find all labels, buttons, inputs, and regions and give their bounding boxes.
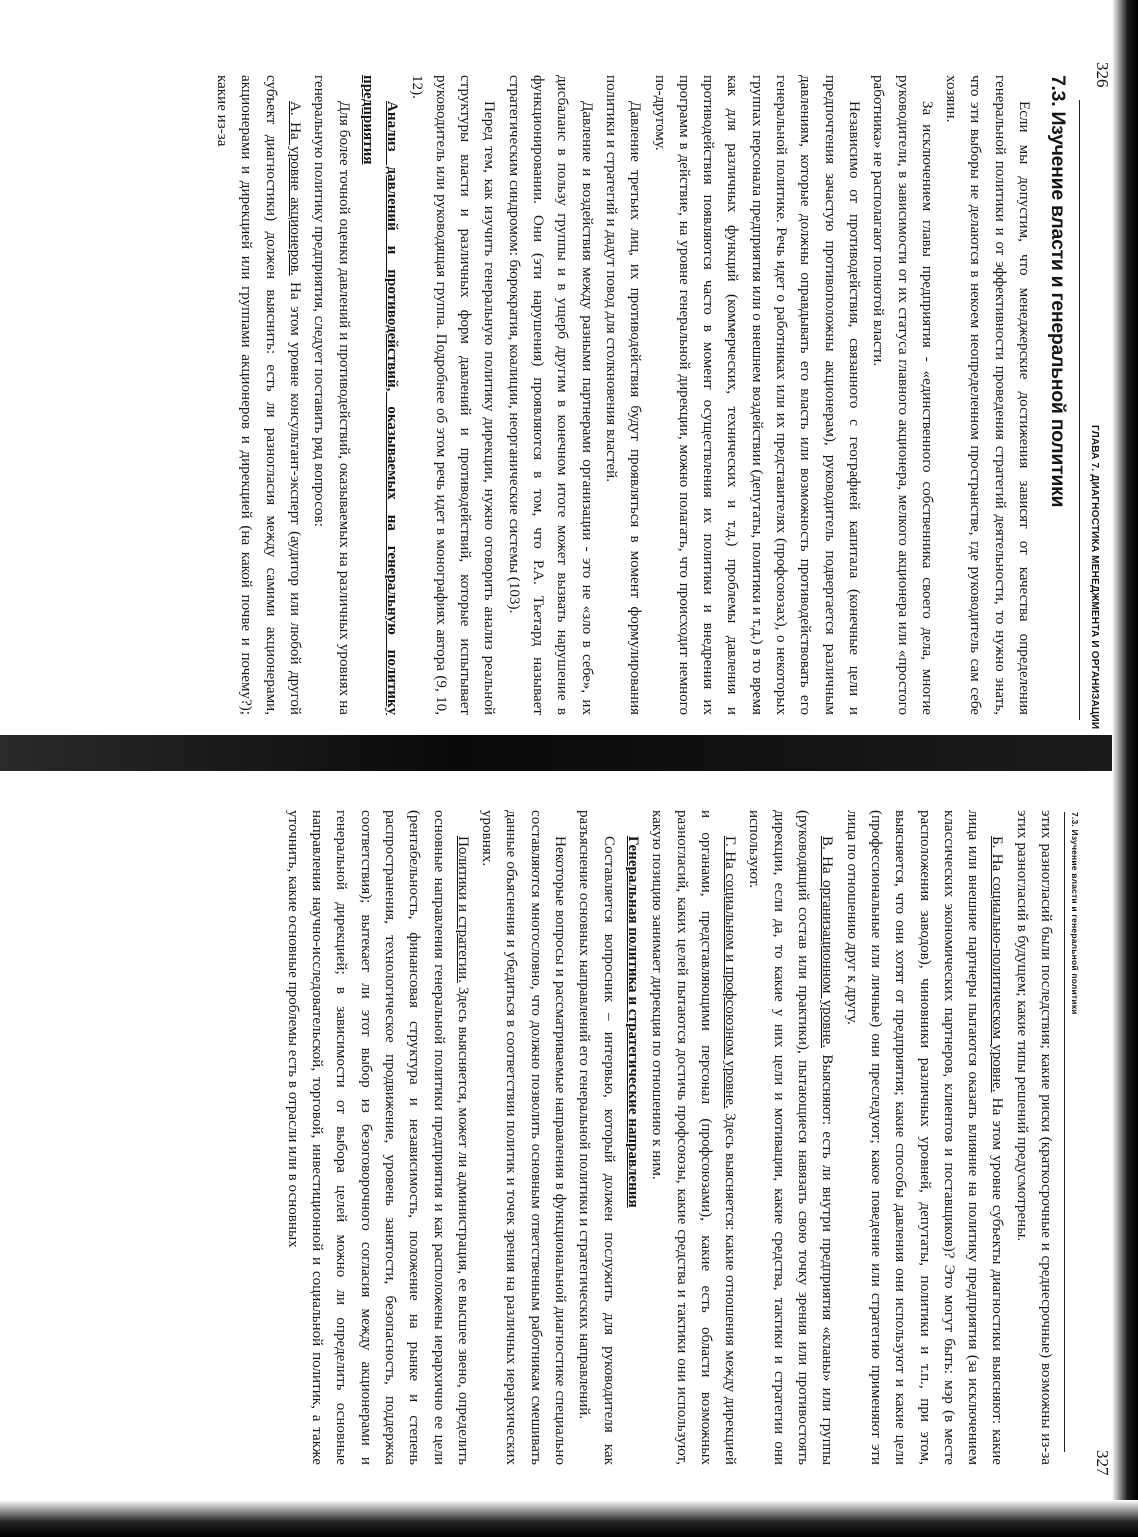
left-page-body — [210, 75, 1072, 715]
paragraph-item-v — [742, 810, 839, 1465]
paragraph: Составляется вопросник – интервью, который должен послужить для руководителя как разъяснение основных направлений его генеральной политики и стратегических направлений. — [576, 810, 617, 1465]
paragraph: За исключением главы предприятия - «единственного собственника своего дела, многие руководители, в зависимости от их статуса главного акционера, мелкого акционера или «простого работника» не располагают полнотой власти. — [870, 75, 935, 715]
item-v-label: В. На организационном уровне. — [819, 836, 836, 1049]
item-v-text: Выясняют: есть ли внутри предприятия «кланы» или группы (руководящий состав или практики), пытающиеся навязать свою точку зрения или противостоять дирекции, если да, то какие у них цели и мотивации, какие средства, тактики и стратегии они используют. — [746, 810, 836, 1465]
right-subheading: Генеральная политика и стратегические направления — [624, 836, 641, 1208]
left-page-number: 326 — [1093, 62, 1112, 88]
paragraph-continued: этих разногласий были последствия; какие риски (краткосрочные и среднесрочные) возможны из-за этих разногласий в будущем; какие типы решений предусмотрены. — [1013, 810, 1054, 1465]
page-edge-shadow-left — [0, 1500, 1138, 1537]
left-subheading: Анализ давлений и противодействий, оказываемых на генеральную политику предприятия — [359, 75, 401, 715]
left-running-head: ГЛАВА 7. ДИАГНОСТИКА МЕНЕДЖМЕНТА И ОРГАНИЗАЦИИ — [1089, 425, 1100, 730]
book-spine-shadow — [0, 735, 1138, 771]
item-policy-label: Политики и стратегии. — [454, 836, 471, 983]
paragraph: Для более точной оценки давлений и противодействий, оказываемых на различных уровнях на генеральную политику предприятия, следует поставить ряд вопросов: — [311, 75, 352, 715]
paragraph-item-b — [839, 810, 1009, 1465]
item-a-label: А. На уровне акционеров. — [287, 101, 304, 276]
paragraph: Если мы допустим, что менеджерские достижения зависят от качества определения генеральной политики и от эффективности проведения стратегий деятельности, то нужно знать, что эти выборы не делаются в некоем неопределенном пространстве, где руководитель сам себе хозяин. — [943, 75, 1032, 715]
paragraph: Давление третьих лиц, их противодействия будут проявляться в момент формулирования политики и стратегий и дадут повод для столкновения властей. — [602, 75, 644, 715]
right-page-body — [281, 810, 1059, 1465]
right-text-block — [281, 810, 1059, 1465]
paragraph: Давление и воздействия между разными партнерами организации - это не «зло в себе», их дисбаланс в пользу группы и в ущерб другим в конечном итоге может вызвать нарушение в функционировании. Они (эти нарушения) проявляются в том, что Р.А. Тьетард называет стратегическим синдромом: бюрократия, коалиции, неорганические системы (103). — [505, 75, 595, 715]
right-head-rule — [1064, 812, 1065, 1452]
item-b-text: На этом уровне субъекты диагностики выясняют: какие лица или внешние партнеры пытаются оказать влияние на политику предприятия (за исключением классических экономических партнеров, клиентов и поставщиков)? Это могут быть: мэр (в месте расположения заводов), чиновники различных уровней, депутаты, политики и т.п., при этом, выясняется, что они хотят от предприятия; какие способы давления они используют и какие цели (профессиональные или личные) они преследуют; какое поведение или стратегию применяют эти лица по отношению друг к другу. — [843, 810, 1006, 1465]
paragraph-item-a — [210, 75, 307, 715]
right-running-head: 7.3. Изучение власти и генеральной политики — [1070, 812, 1080, 1015]
paragraph: Независимо от противодействия, связанного с географией капитала (конечные цели и предпочтения зачастую противоположны акционерам), руководитель подвергается различным давлениям, которые должны оправдывать его власть или возможность противодействовать его генеральной политике. Речь идет о работниках или их представителях (профсоюзах), о некоторых группах персонала предприятия или о внешнем воздействии (депутаты, политики и т.д.) в то время как для различных функций (коммерческих, технических и т.д.) проблемы давления и противодействия появляются часто в момент осуществления их политики и внедрения их программ в действие, на уровне генеральной дирекции, можно полагать, что происходит немного по-другому. — [651, 75, 862, 715]
item-g-text: Здесь выясняется: какие отношения между дирекцией и органами, представляющими персонал (профсоюзами), какие есть области возможных разногласий, каких целей пытаются достичь профсоюзы, какие средства и тактики они используют, какую позицию занимает дирекция по отношению к ним. — [649, 810, 739, 1465]
item-policy-text: Здесь выясняется, может ли администрация, ее высшее звено, определить основные направления генеральной политики предприятия и как расположены иерархично ее цели (рентабельность, финансовая структура и независимость, положение на рынке и степень распространения, технологическое продвижение, уровень занятости, безопасность, поддержка соответствия); вытекает ли этот выбор из безоговорочного согласия между акционерами и генеральной дирекцией; в зависимости от выбора целей можно ли определить основные направления научно-исследовательской, торговой, инвестиционной и социальной политик, а также уточнить, какие основные проблемы есть в отрасли или в основных — [284, 810, 471, 1465]
item-a-text: На этом уровне консультант-эксперт (аудитор или любой другой субъект диагностики) должен выяснить: есть ли разногласия между самими акционерами, акционерами и дирекцией или группами акционеров и дирекцией (на какой почве и почему?); какие из-за — [214, 75, 304, 715]
section-title: 7.3. Изучение власти и генеральной политики — [1047, 75, 1069, 508]
paragraph-item-g — [645, 810, 742, 1465]
paragraph-item-policy — [281, 810, 475, 1465]
paragraph: Некоторые вопросы и рассматриваемые направления в функциональной диагностике специально составляются многословно, что должно позволить основным ответственным работникам смешивать данные объяснения и убедиться в соответствии политик и точек зрения на различных иерархических уровнях. — [479, 810, 569, 1465]
page-edge-shadow — [1112, 0, 1138, 1537]
right-page-number: 327 — [1093, 1450, 1112, 1476]
item-b-label: Б. На социально-политическом уровне. — [989, 836, 1006, 1093]
left-head-rule — [1079, 100, 1080, 720]
paragraph: Перед тем, как изучить генеральную политику дирекции, нужно оговорить анализ реальной структуры власти и различных форм давлений и противодействий, которые испытывает руководитель или руководящая группа. Подробнее об этом речь идет в монографиях автора (9, 10, 12). — [408, 75, 498, 715]
left-text-block — [210, 75, 1036, 715]
item-g-label: Г. На социальном и профсоюзном уровне. — [722, 836, 739, 1109]
